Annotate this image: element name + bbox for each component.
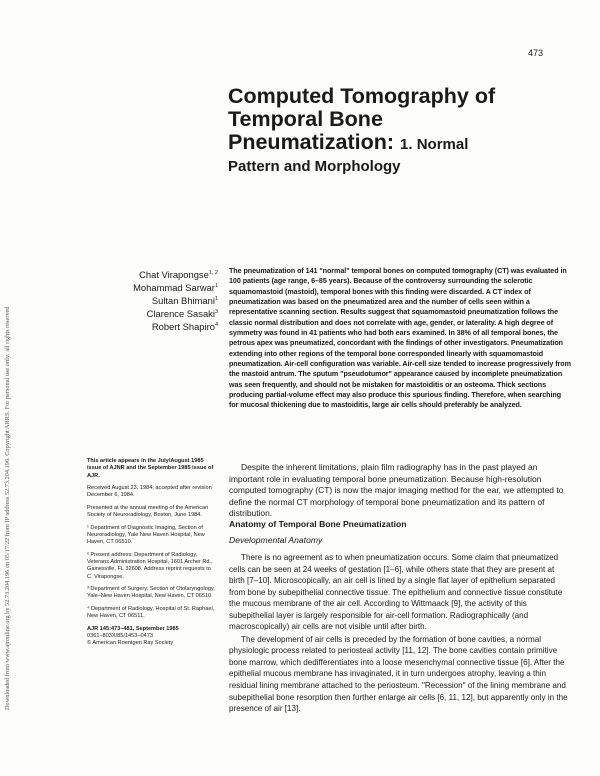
footnote-affiliation-3: ³ Department of Surgery, Section of Otolaryngology, Yale–New Haven Hospital, New Haven, CT 06510. — [87, 586, 215, 600]
citation-journal: AJR 145:473–481, September 1985 — [87, 625, 179, 632]
citation-issn: 0361–803X/85/1453–0473 — [87, 632, 153, 639]
footnote-appearance: This article appears in the July/August 1985 issue of AJNR and the September 1985 issue of AJR. — [87, 458, 214, 479]
page-number: 473 — [528, 48, 544, 58]
article-title — [228, 85, 568, 178]
author: Mohammad Sarwar$^1$ — [133, 282, 218, 294]
title-line-1: Computed Tomography of — [228, 84, 496, 108]
download-watermark: Downloaded from www.ajronline.org by 52.73.204.196 on 05/17/22 from IP address 52.73.204.196. Copyright ARRS. For personal use only; all rights reserved — [4, 306, 11, 710]
author-list — [90, 268, 218, 333]
title-line-2: Temporal Bone — [228, 107, 383, 131]
footnotes — [87, 458, 217, 648]
subsection-heading: Developmental Anatomy — [229, 535, 323, 545]
author: Chat Virapongse$^{1, 2}$ — [139, 269, 218, 281]
author: Clarence Sasaki$^3$ — [146, 307, 218, 319]
footnote-received: Received August 23, 1984; accepted after revision December 6, 1984. — [87, 485, 212, 499]
footnote-presented: Presented at the annual meeting of the American Society of Neuroradiology, Boston, June 1984. — [87, 504, 209, 519]
title-part-number: 1. Normal — [400, 136, 469, 153]
body-paragraph: The development of air cells is preceded by the formation of bone cavities, a normal physiologic process related to periosteal activity [11, 12]. The bone cavities contain primitive bone marrow, which dedifferentiates into a loose mesenchymal connective tissue [6]. After the epithelial mucous membrane has invaginated, it in turn undergoes atrophy, leaving a thin residual lining membrane attached to the periosteum. "Recession" of the lining membrane and subepithelial bone resorption then further enlarge air cells [6, 11, 12], but apparently only in the presence of air [13]. — [229, 634, 568, 714]
author: Robert Shapiro$^4$ — [151, 320, 218, 332]
citation-copyright: © American Roentgen Ray Society — [87, 640, 174, 647]
citation-block — [87, 626, 217, 648]
footnote-affiliation-2: ² Present address: Department of Radiology, Veterans Administration Hospital, 1601 Archer Rd., Gainesville, FL 32608. Address reprint requests to C. Virapongse. — [87, 551, 213, 580]
section-heading: Anatomy of Temporal Bone Pneumatization — [229, 519, 407, 529]
author: Sultan Bhimani$^1$ — [151, 294, 218, 306]
introduction-paragraph: Despite the inherent limitations, plain film radiography has in the past played an important role in evaluating temporal bone pneumatization. Because high-resolution computed tomography (CT) is now the major imaging method for the ear, we attempted to define the normal CT morphology of temporal bone pneumatization and its pattern of distribution. — [229, 462, 564, 519]
body-text — [229, 552, 569, 716]
footnote-affiliation-4: ⁴ Department of Radiology, Hospital of St. Raphael, New Haven, CT 06511. — [87, 605, 215, 620]
body-paragraph: There is no agreement as to when pneumatization occurs. Some claim that pneumatized cells can be seen at 24 weeks of gestation [1–6], while others state that they are present at birth [7–10]. Microscopically, an air cell is lined by a single flat layer of epithelium separated from bone by subepithelial connective tissue. The epithelium and connective tissue constitute the mucous membrane of the air cell. According to Wittmaack [9], the activity of this subepithelial layer is largely responsible for air-cell formation. Radiographically (and macroscopically) air cells are not visible until after birth. — [229, 553, 563, 632]
footnote-affiliation-1: ¹ Department of Diagnostic Imaging, Section of Neuroradiology, Yale New Haven Hospital, New Haven, CT 06510. — [87, 524, 205, 546]
abstract: The pneumatization of 141 "normal" temporal bones on computed tomography (CT) was evaluated in 100 patients (age range, 6–85 years). Because of the controversy surrounding the sclerotic squamomastoid (mastoid), temporal bones with this finding were discarded. A CT index of pneumatization was based on the pneumatized area and the number of cells seen within a representative scanning section. Results suggest that squamomastoid pneumatization follows the classic normal distribution and does not correlate with age, gender, or laterality. A high degree of symmetry was found in 41 patients who had both ears examined. In 38% of all temporal bones, the petrous apex was pneumatized, concordant with the findings of other investigators. Pneumatization extending into other regions of the temporal bone corresponded linearly with squamomastoid pneumatization. Air-cell configuration was variable. Air-cell size tended to increase progressively from the mastoid antrum. The sputum "pseudotumor" appearance caused by incomplete pneumatization was seen frequently, and should not be mistaken for mastoiditis or an osteoma. Thick sections producing partial-volume effect may also produce this spurious finding. Therefore, when searching for mucosal thickening due to mastoiditis, large air cells should preferably be analyzed. — [229, 267, 571, 410]
title-line-4: Pattern and Morphology — [228, 158, 401, 175]
title-line-3: Pneumatization: — [228, 130, 395, 154]
